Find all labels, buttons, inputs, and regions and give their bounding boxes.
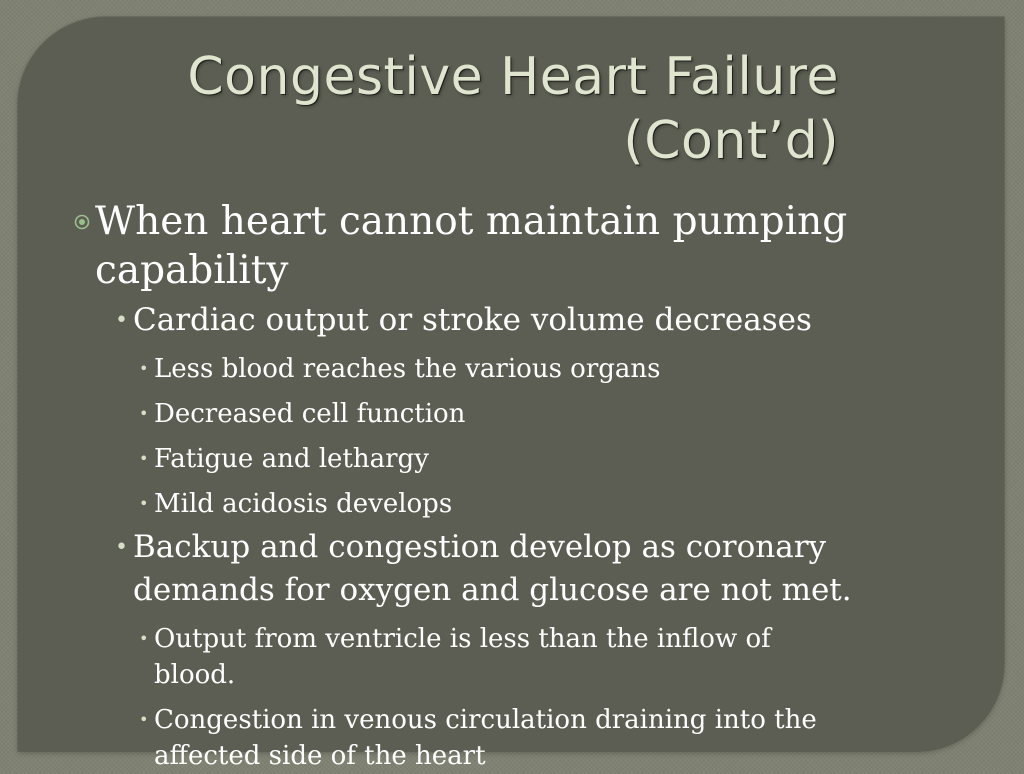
sub-sub-bullet-text: Less blood reaches the various organs bbox=[154, 354, 661, 384]
bullet-dot-icon: • bbox=[139, 404, 149, 423]
sub-sub-bullet-text: Congestion in venous circulation draining into the affected side of the heart bbox=[154, 705, 817, 771]
bullet-main-text: When heart cannot maintain pumping capability bbox=[95, 199, 848, 293]
bullet-main bbox=[95, 197, 914, 295]
bullet-dot-icon: • bbox=[139, 494, 149, 513]
sub-sub-bullet-text: Mild acidosis develops bbox=[154, 489, 453, 519]
sub-sub-bullet bbox=[139, 351, 854, 387]
bullet-dot-icon: • bbox=[139, 710, 149, 729]
sub-sub-bullet bbox=[139, 441, 854, 477]
sub-bullet-text: Backup and congestion develop as coronary demands for oxygen and glucose are not met. bbox=[133, 529, 852, 608]
sub-sub-bullet bbox=[139, 702, 854, 774]
sub-sub-bullet-text: Output from ventricle is less than the inflow of blood. bbox=[154, 624, 771, 690]
slide-panel bbox=[18, 17, 1004, 771]
circled-dot-bullet-icon bbox=[74, 214, 90, 230]
bullet-dot-icon: • bbox=[115, 535, 128, 560]
sub-sub-bullet bbox=[139, 396, 854, 432]
slide-body bbox=[18, 197, 1004, 774]
slide-title-line-1: Congestive Heart Failure bbox=[187, 47, 839, 107]
sub-bullet-text: Cardiac output or stroke volume decreases bbox=[133, 302, 812, 338]
bullet-dot-icon: • bbox=[115, 308, 128, 333]
bullet-dot-icon: • bbox=[139, 629, 149, 648]
sub-sub-bullet bbox=[139, 486, 854, 522]
sub-bullet bbox=[115, 526, 914, 612]
slide-title bbox=[187, 45, 839, 173]
sub-sub-bullet-text: Fatigue and lethargy bbox=[154, 444, 429, 474]
bullet-dot-icon: • bbox=[139, 449, 149, 468]
bullet-dot-icon: • bbox=[139, 359, 149, 378]
sub-bullet bbox=[115, 299, 914, 342]
slide-title-line-2: (Cont’d) bbox=[623, 111, 839, 171]
sub-sub-bullet bbox=[139, 621, 854, 693]
sub-sub-bullet-text: Decreased cell function bbox=[154, 399, 466, 429]
